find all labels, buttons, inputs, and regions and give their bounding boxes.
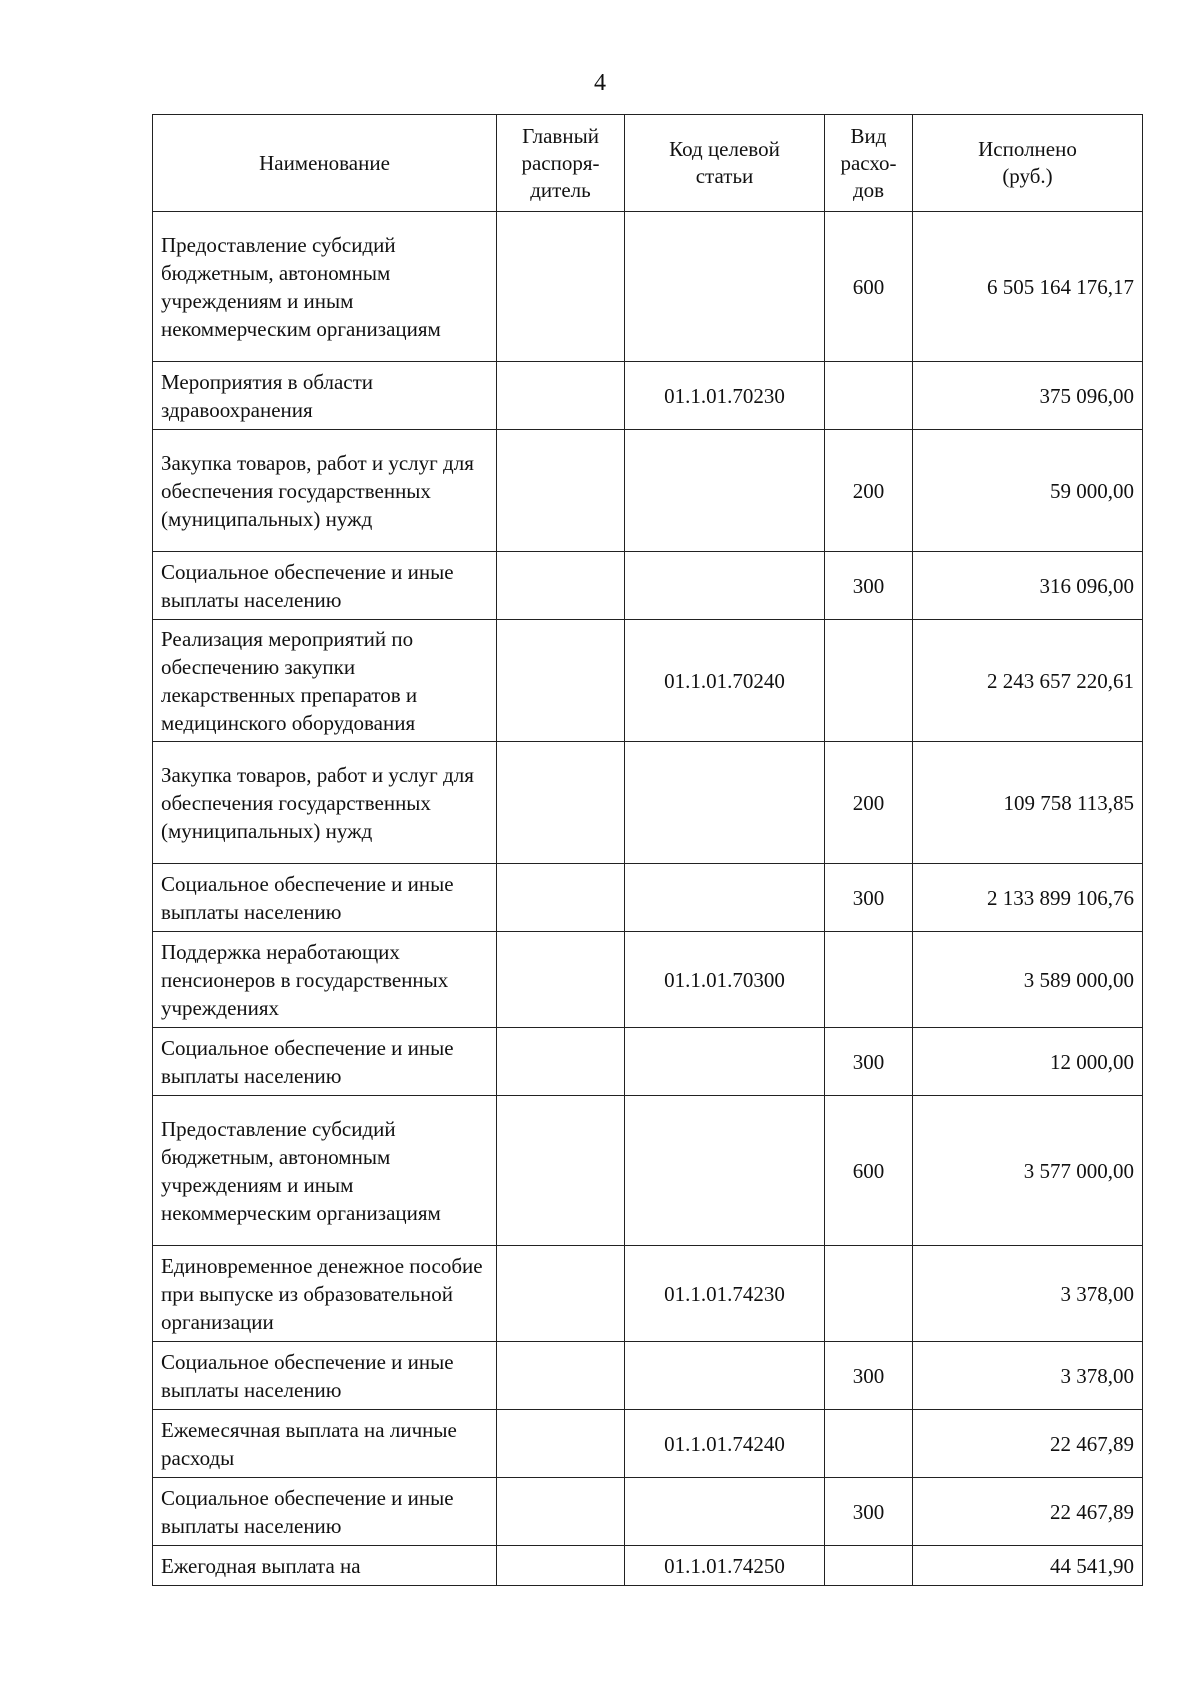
cell-kind: 300: [825, 1028, 913, 1096]
table-row: [153, 430, 1143, 552]
cell-manager: [497, 1410, 625, 1478]
cell-name: Социальное обеспечение и иные выплаты населению: [153, 1342, 497, 1410]
table-row: [153, 1028, 1143, 1096]
cell-manager: [497, 212, 625, 362]
table-row: [153, 1096, 1143, 1246]
cell-kind: 300: [825, 1342, 913, 1410]
table-row: [153, 1342, 1143, 1410]
cell-code: [625, 1096, 825, 1246]
cell-name: Мероприятия в области здравоохранения: [153, 362, 497, 430]
cell-amount: 2 133 899 106,76: [913, 864, 1143, 932]
page-number: 4: [594, 70, 606, 96]
cell-code: [625, 430, 825, 552]
cell-manager: [497, 362, 625, 430]
cell-kind: [825, 1546, 913, 1586]
cell-name: Ежемесячная выплата на личные расходы: [153, 1410, 497, 1478]
header-code: Код целевой статьи: [625, 115, 825, 212]
table-row: [153, 864, 1143, 932]
table-header-row: [153, 115, 1143, 212]
table-row: [153, 932, 1143, 1028]
cell-amount: 3 577 000,00: [913, 1096, 1143, 1246]
cell-kind: [825, 932, 913, 1028]
table-body: [153, 212, 1143, 1586]
cell-name: Ежегодная выплата на: [153, 1546, 497, 1586]
table-row: [153, 742, 1143, 864]
cell-name: Социальное обеспечение и иные выплаты населению: [153, 1028, 497, 1096]
table-row: [153, 212, 1143, 362]
table-row: [153, 1478, 1143, 1546]
cell-amount: 3 378,00: [913, 1342, 1143, 1410]
cell-amount: 2 243 657 220,61: [913, 620, 1143, 742]
cell-manager: [497, 1246, 625, 1342]
cell-manager: [497, 1096, 625, 1246]
cell-amount: 3 378,00: [913, 1246, 1143, 1342]
cell-kind: 300: [825, 552, 913, 620]
cell-code: [625, 212, 825, 362]
table-row: [153, 1246, 1143, 1342]
table-row: [153, 620, 1143, 742]
cell-kind: 200: [825, 430, 913, 552]
cell-name: Предоставление субсидий бюджетным, автономным учреждениям и иным некоммерческим организациям: [153, 212, 497, 362]
header-kind: Вид расхо- дов: [825, 115, 913, 212]
table-row: [153, 1546, 1143, 1586]
cell-amount: 22 467,89: [913, 1410, 1143, 1478]
cell-amount: 22 467,89: [913, 1478, 1143, 1546]
cell-name: Социальное обеспечение и иные выплаты населению: [153, 1478, 497, 1546]
header-amount: Исполнено (руб.): [913, 115, 1143, 212]
cell-kind: 600: [825, 1096, 913, 1246]
cell-kind: 300: [825, 1478, 913, 1546]
cell-amount: 375 096,00: [913, 362, 1143, 430]
cell-code: 01.1.01.70230: [625, 362, 825, 430]
cell-kind: [825, 620, 913, 742]
cell-manager: [497, 1546, 625, 1586]
cell-name: Предоставление субсидий бюджетным, автономным учреждениям и иным некоммерческим организациям: [153, 1096, 497, 1246]
cell-code: 01.1.01.74250: [625, 1546, 825, 1586]
cell-code: [625, 742, 825, 864]
cell-name: Единовременное денежное пособие при выпуске из образовательной организации: [153, 1246, 497, 1342]
cell-kind: 600: [825, 212, 913, 362]
cell-kind: 300: [825, 864, 913, 932]
cell-manager: [497, 1342, 625, 1410]
cell-code: 01.1.01.74240: [625, 1410, 825, 1478]
cell-code: 01.1.01.70240: [625, 620, 825, 742]
cell-code: [625, 1342, 825, 1410]
cell-amount: 109 758 113,85: [913, 742, 1143, 864]
cell-kind: [825, 1246, 913, 1342]
cell-name: Реализация мероприятий по обеспечению закупки лекарственных препаратов и медицинского оборудования: [153, 620, 497, 742]
cell-code: [625, 1028, 825, 1096]
cell-manager: [497, 552, 625, 620]
header-manager: Главный распоря- дитель: [497, 115, 625, 212]
cell-name: Поддержка неработающих пенсионеров в государственных учреждениях: [153, 932, 497, 1028]
cell-name: Социальное обеспечение и иные выплаты населению: [153, 864, 497, 932]
cell-code: [625, 864, 825, 932]
cell-amount: 44 541,90: [913, 1546, 1143, 1586]
cell-manager: [497, 932, 625, 1028]
cell-manager: [497, 864, 625, 932]
cell-amount: 12 000,00: [913, 1028, 1143, 1096]
cell-kind: [825, 362, 913, 430]
cell-code: [625, 552, 825, 620]
cell-amount: 3 589 000,00: [913, 932, 1143, 1028]
header-name: Наименование: [153, 115, 497, 212]
cell-manager: [497, 1478, 625, 1546]
table-row: [153, 552, 1143, 620]
cell-amount: 6 505 164 176,17: [913, 212, 1143, 362]
cell-manager: [497, 742, 625, 864]
cell-name: Социальное обеспечение и иные выплаты населению: [153, 552, 497, 620]
cell-manager: [497, 1028, 625, 1096]
budget-execution-table: [152, 114, 1143, 1586]
table-row: [153, 1410, 1143, 1478]
cell-manager: [497, 620, 625, 742]
cell-kind: [825, 1410, 913, 1478]
cell-kind: 200: [825, 742, 913, 864]
cell-code: [625, 1478, 825, 1546]
cell-amount: 316 096,00: [913, 552, 1143, 620]
cell-amount: 59 000,00: [913, 430, 1143, 552]
table-row: [153, 362, 1143, 430]
cell-code: 01.1.01.74230: [625, 1246, 825, 1342]
cell-manager: [497, 430, 625, 552]
cell-name: Закупка товаров, работ и услуг для обеспечения государственных (муниципальных) нужд: [153, 742, 497, 864]
cell-code: 01.1.01.70300: [625, 932, 825, 1028]
cell-name: Закупка товаров, работ и услуг для обеспечения государственных (муниципальных) нужд: [153, 430, 497, 552]
